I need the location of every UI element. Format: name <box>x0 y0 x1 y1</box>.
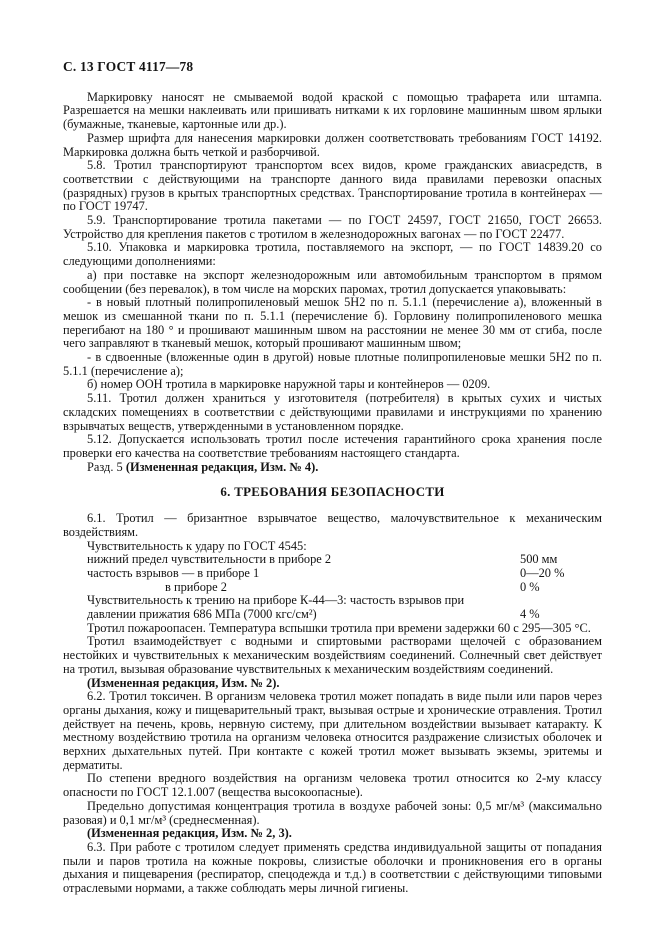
paragraph-5-12: 5.12. Допускается использовать тротил после истечения гарантийного срока хранения после проверки его качества на соответствие требованиям настоящего стандарта. <box>63 432 602 460</box>
friction-sensitivity-text: Чувствительность к трению на приборе К-44—3: частость взрывов при <box>87 593 465 608</box>
sensitivity-row-label: нижний предел чувствительности в приборе 2 <box>87 552 332 567</box>
paragraph-5-10-item-b: б) номер ООН тротила в маркировке наружной тары и контейнеров — 0209. <box>87 377 491 392</box>
paragraph-font-size: Размер шрифта для нанесения маркировки должен соответствовать требованиям ГОСТ 14192. Маркировка должна быть четкой и разборчивой. <box>63 130 602 159</box>
page-header: С. 13 ГОСТ 4117—78 <box>63 59 194 74</box>
revision-note-prefix: Разд. 5 <box>87 459 126 474</box>
revision-note-izm-2-3: (Измененная редакция, Изм. № 2, 3). <box>87 826 292 841</box>
paragraph-fire-hazard: Тротил пожароопасен. Температура вспышки тротила при времени задержки 60 с 295—305 °С. <box>87 620 591 635</box>
paragraph-5-9: 5.9. Транспортирование тротила пакетами — по ГОСТ 24597, ГОСТ 21650, ГОСТ 26653. Устройство для крепления пакетов с тротилом в железнодорожных вагонах — по ГОСТ 22477. <box>63 213 602 241</box>
sensitivity-row-lower-limit <box>63 553 602 567</box>
friction-row-value: 4 % <box>520 607 540 622</box>
friction-row-label: давлении прижатия 686 МПа (7000 кгс/см²) <box>87 607 317 622</box>
paragraph-6-2: 6.2. Тротил токсичен. В организм человека тротил может попадать в виде пыли или паров через органы дыхания, кожу и пищеварительный тракт, вызывая острые и хронические отравления. Тротил действует на печень, кровь, нервную систему, при длительном воздействии вызывает катаракту. К местному воздействию тротила на организм человека относится раздражение слизистых оболочек и верхних дыхательных путей. При контакте с кожей тротил может вызывать экземы, эритемы и дерматиты. <box>63 689 602 772</box>
paragraph-alkali-reaction: Тротил взаимодействует с водными и спиртовыми растворами щелочей с образованием нестойких и чувствительных к механическим воздействиям соединений. Солнечный свет действует на тротил, вызывая образование чувствительных к механическим воздействиям соединений. <box>63 634 602 676</box>
revision-note-izm-2: (Измененная редакция, Изм. № 2). <box>87 675 280 690</box>
paragraph-concentration-limit: Предельно допустимая концентрация тротила в воздухе рабочей зоны: 0,5 мг/м³ (максимально разовая) и 0,1 мг/м³ (среднесменная). <box>63 798 602 827</box>
paragraph-marking-method: Маркировку наносят не смываемой водой краской с помощью трафарета или штампа. Разрешается на мешки наклеивать или пришивать нитками к их горловине машинным швом ярлыки (бумажные, тканевые, картонные или др.). <box>63 89 602 132</box>
revision-note-bold: (Измененная редакция, Изм. № 4). <box>125 459 319 474</box>
paragraph-5-10-dash-1: - в новый плотный полипропиленовый мешок 5Н2 по п. 5.1.1 (перечисление а), вложенный в мешок из смешанной ткани по п. 5.1.1 (перечисление б). Горловину полипропиленового мешка перегибают на 180 ° и прошивают машинным швом на расстоянии не менее 30 мм от сгиба, после чего заправляют в тканевый мешок, который прошивают машинным швом; <box>63 295 602 351</box>
section-5-revision-note <box>63 461 602 475</box>
impact-sensitivity-title-text: Чувствительность к удару по ГОСТ 4545: <box>87 538 307 553</box>
paragraph-hazard-class: По степени вредного воздействия на организм человека тротил относится ко 2-му классу опасности по ГОСТ 12.1.007 (вещества высокоопасные). <box>63 771 602 800</box>
section-6-heading: 6. ТРЕБОВАНИЯ БЕЗОПАСНОСТИ <box>220 485 445 500</box>
sensitivity-row-value: 500 мм <box>520 552 558 567</box>
sensitivity-row-value: 0—20 % <box>520 565 565 580</box>
sensitivity-row-label: частость взрывов — в приборе 1 <box>87 565 260 580</box>
friction-sensitivity-row <box>63 608 602 622</box>
paragraph-5-10-dash-2: - в сдвоенные (вложенные один в другой) новые плотные полипропиленовые мешки 5Н2 по п. 5.1.1 (перечисление а); <box>63 350 602 378</box>
paragraph-5-10-item-a: а) при поставке на экспорт железнодорожным или автомобильным транспортом в прямом сообщении (без перевалок), в том числе на морских паромах, тротил допускается упаковывать: <box>63 267 602 296</box>
paragraph-6-3: 6.3. При работе с тротилом следует применять средства индивидуальной защиты от попадания пыли и паров тротила на кожные покровы, слизистые оболочки и проникновения его в органы дыхания и пищеварения (респиратор, спецодежда и т.д.) в соответствии с действующими типовыми отраслевыми нормами, а также соблюдать меры личной гигиены. <box>63 839 602 896</box>
paragraph-5-8: 5.8. Тротил транспортируют транспортом всех видов, кроме гражданских авиасредств, в соответствии с действующими на транспорте данного вида правилами перевозки опасных (разрядных) грузов в крытых транспортных средствах. Транспортирование тротила в контейнерах — по ГОСТ 19747. <box>63 158 602 214</box>
paragraph-6-1: 6.1. Тротил — бризантное взрывчатое вещество, малочувствительное к механическим воздействиям. <box>63 511 602 539</box>
impact-sensitivity-title <box>63 540 602 554</box>
sensitivity-row-value: 0 % <box>520 579 540 594</box>
sensitivity-row-device-1 <box>63 567 602 581</box>
sensitivity-row-label: в приборе 2 <box>165 579 227 594</box>
paragraph-5-11: 5.11. Тротил должен храниться у изготовителя (потребителя) в крытых сухих и чистых складских помещениях в соответствии с действующими правилами и инструкциями по хранению взрывчатых веществ, утвержденными в установленном порядке. <box>63 391 602 433</box>
friction-sensitivity-line-1 <box>63 594 602 608</box>
paragraph-5-10: 5.10. Упаковка и маркировка тротила, поставляемого на экспорт, — по ГОСТ 14839.20 со следующими дополнениями: <box>63 240 602 269</box>
page-content <box>63 60 602 896</box>
sensitivity-row-device-2 <box>63 581 602 595</box>
